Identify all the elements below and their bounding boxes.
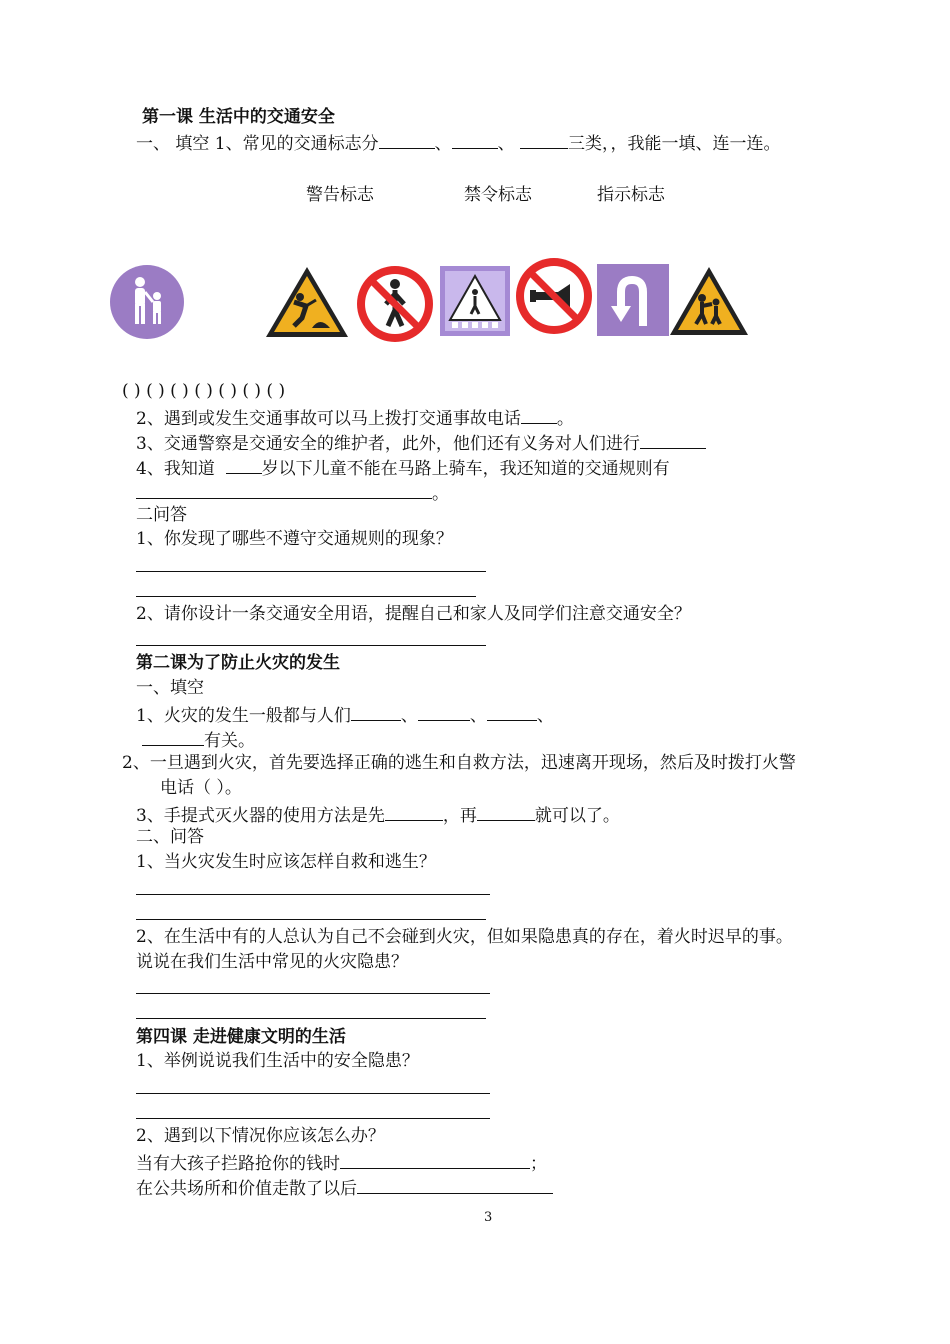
question-text: 有关。 — [204, 731, 255, 751]
answer-blank[interactable] — [385, 802, 443, 821]
lesson1-title: 第一课 生活中的交通安全 — [142, 107, 335, 127]
sign-answer-brackets[interactable]: ( ) ( ) ( ) ( ) ( ) ( ) ( ) — [122, 381, 286, 401]
answer-line[interactable] — [136, 1018, 486, 1019]
answer-blank[interactable] — [452, 130, 498, 149]
lesson2-section2: 二、问答 — [136, 827, 204, 847]
lesson4-q1: 1、举例说说我们生活中的安全隐患？ — [136, 1051, 419, 1071]
question-text: 1、火灾的发生一般都与人们 — [136, 706, 351, 726]
lesson2-title: 第二课为了防止火灾的发生 — [136, 653, 340, 673]
lesson1-q3 — [136, 430, 706, 455]
answer-blank[interactable] — [521, 405, 557, 424]
punctuation: 。 — [556, 409, 574, 429]
category-prohibition: 禁令标志 — [464, 185, 532, 205]
question-text: 2、遇到或发生交通事故可以马上拨打交通事故电话 — [136, 409, 521, 429]
children-crossing-sign — [668, 264, 750, 338]
category-indication: 指示标志 — [597, 185, 665, 205]
answer-blank[interactable] — [351, 702, 401, 721]
answer-line[interactable] — [136, 1093, 490, 1094]
lesson1-q2 — [136, 405, 574, 430]
answer-blank[interactable] — [357, 1175, 553, 1194]
lesson4-q2a — [136, 1150, 547, 1175]
separator: 、 — [400, 706, 418, 726]
answer-blank[interactable] — [340, 1150, 530, 1169]
question-text: 4、我知道 — [136, 459, 215, 479]
lesson2-qa2-line2: 说说在我们生活中常见的火灾隐患？ — [136, 952, 408, 972]
answer-blank[interactable] — [487, 702, 537, 721]
pedestrian-only-sign — [108, 264, 186, 340]
question-text: 岁以下儿童不能在马路上骑车，我还知道的交通规则有 — [261, 459, 670, 479]
answer-blank[interactable] — [418, 702, 470, 721]
punctuation: ； — [530, 1154, 547, 1174]
answer-line[interactable] — [136, 596, 476, 597]
answer-blank[interactable] — [379, 130, 435, 149]
page-number: 3 — [484, 1210, 493, 1225]
answer-blank[interactable] — [477, 802, 535, 821]
category-warning: 警告标志 — [306, 185, 374, 205]
no-honking-sign — [514, 256, 594, 336]
no-pedestrians-sign — [355, 264, 435, 344]
separator: 、 — [469, 706, 487, 726]
lesson1-qa1: 1、你发现了哪些不遵守交通规则的现象？ — [136, 529, 453, 549]
answer-blank[interactable] — [640, 430, 706, 449]
lesson1-q4 — [136, 455, 670, 480]
question-text: 3、手提式灭火器的使用方法是先 — [136, 806, 385, 826]
question-text: 当有大孩子拦路抢你的钱时 — [136, 1154, 340, 1174]
crosswalk-sign — [440, 266, 510, 336]
lesson2-q3 — [136, 802, 620, 827]
punctuation: 。 — [432, 484, 449, 504]
road-work-warning-sign — [264, 264, 350, 340]
lesson2-q1-line2 — [142, 727, 255, 752]
lesson2-qa2: 2、在生活中有的人总认为自己不会碰到火灾，但如果隐患真的存在，着火时迟早的事。 — [136, 927, 793, 947]
lesson1-q1-prefix: 一、 填空 1、常见的交通标志分 — [136, 134, 379, 154]
lesson1-qa2: 2、请你设计一条交通安全用语，提醒自己和家人及同学们注意交通安全？ — [136, 604, 691, 624]
lesson4-q2: 2、遇到以下情况你应该怎么办？ — [136, 1126, 385, 1146]
question-text: 就可以了。 — [534, 806, 620, 826]
answer-line[interactable] — [136, 919, 486, 920]
lesson2-q2-line2[interactable]: 电话（ ）。 — [160, 778, 242, 798]
answer-line[interactable] — [136, 894, 490, 895]
separator: 、 — [536, 706, 554, 726]
question-text: ，再 — [442, 806, 477, 826]
separator: 、 — [497, 134, 515, 154]
lesson2-qa1: 1、当火灾发生时应该怎样自救和逃生？ — [136, 852, 436, 872]
separator: 、 — [434, 134, 452, 154]
answer-line[interactable] — [136, 571, 486, 572]
u-turn-sign — [597, 264, 669, 336]
answer-blank[interactable] — [226, 455, 262, 474]
lesson1-q1 — [136, 130, 781, 155]
lesson4-q2b — [136, 1175, 553, 1200]
lesson4-title: 第四课 走进健康文明的生活 — [136, 1027, 346, 1047]
lesson2-section1: 一、填空 — [136, 678, 204, 698]
question-text: 3、交通警察是交通安全的维护者，此外，他们还有义务对人们进行 — [136, 434, 640, 454]
answer-blank[interactable] — [142, 727, 204, 746]
lesson1-q4-line2 — [136, 480, 449, 505]
lesson2-q1 — [136, 702, 554, 727]
lesson2-q2: 2、一旦遇到火灾，首先要选择正确的逃生和自救方法，迅速离开现场，然后及时拨打火警 — [122, 753, 796, 773]
answer-blank[interactable] — [520, 130, 568, 149]
answer-line[interactable] — [136, 993, 490, 994]
lesson1-q1-suffix: 三类，，我能一填、连一连。 — [568, 134, 781, 154]
answer-line[interactable] — [136, 1118, 490, 1119]
answer-blank[interactable] — [136, 480, 432, 499]
lesson1-section2: 二问答 — [136, 505, 187, 525]
question-text: 在公共场所和价值走散了以后 — [136, 1179, 357, 1199]
answer-line[interactable] — [136, 645, 486, 646]
